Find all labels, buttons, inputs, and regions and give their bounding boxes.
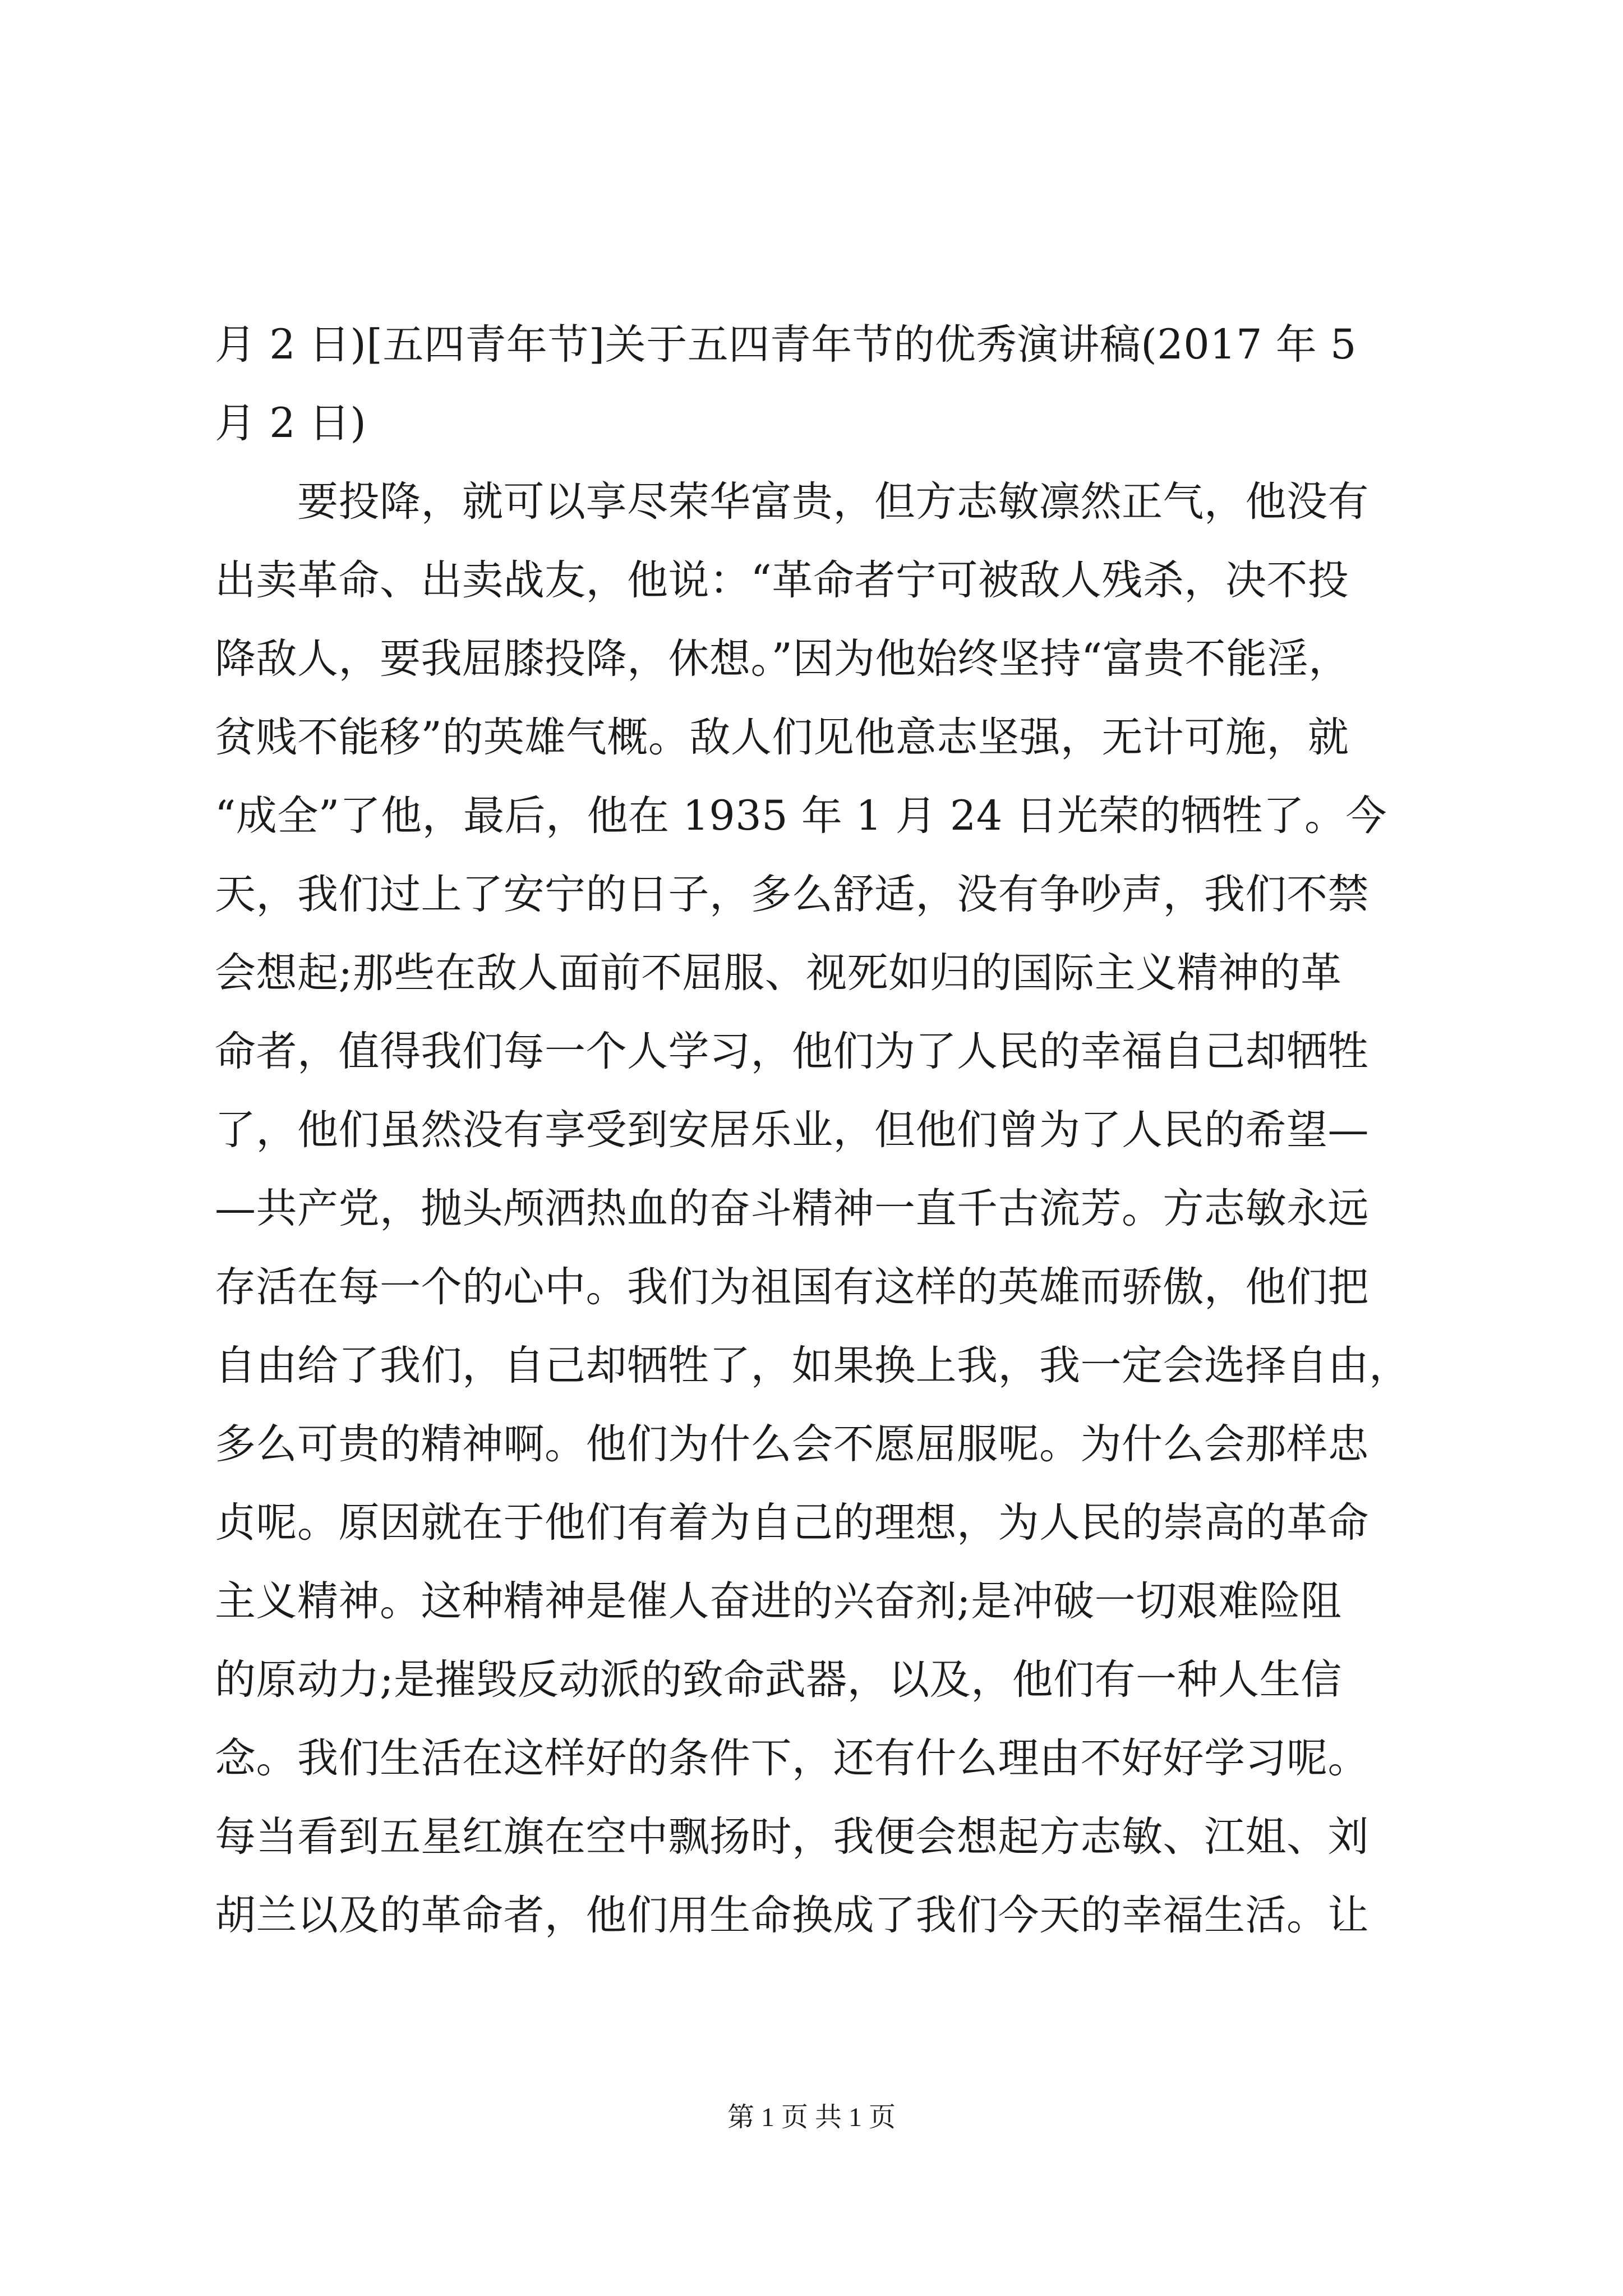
- text-line: 贫贱不能移”的英雄气概。敌人们见他意志坚强，无计可施，就: [215, 714, 1349, 761]
- text-line: 念。我们生活在这样好的条件下，还有什么理由不好好学习呢。: [215, 1734, 1369, 1782]
- text-line: —共产党，抛头颅洒热血的奋斗精神一直千古流芳。方志敏永远: [215, 1185, 1369, 1232]
- page-footer: 第 1 页 共 1 页: [727, 2102, 896, 2132]
- text-line: 胡兰以及的革命者，他们用生命换成了我们今天的幸福生活。让: [215, 1892, 1369, 1939]
- text-line: 降敌人，要我屈膝投降，休想。”因为他始终坚持“富贵不能淫，: [215, 635, 1350, 683]
- text-line: 了，他们虽然没有享受到安居乐业，但他们曾为了人民的希望—: [215, 1106, 1369, 1154]
- text-line: 的原动力;是摧毁反动派的致命武器，以及，他们有一种人生信: [215, 1656, 1342, 1704]
- text-line: 存活在每一个的心中。我们为祖国有这样的英雄而骄傲，他们把: [215, 1263, 1369, 1311]
- text-line: 多么可贵的精神啊。他们为什么会不愿屈服呢。为什么会那样忠: [215, 1420, 1369, 1468]
- text-line: 每当看到五星红旗在空中飘扬时，我便会想起方志敏、江姐、刘: [215, 1813, 1369, 1861]
- text-line: 出卖革命、出卖战友，他说：“革命者宁可被敌人残杀，决不投: [215, 556, 1349, 604]
- text-line: 月 2 日): [215, 399, 367, 447]
- text-line: 主义精神。这种精神是催人奋进的兴奋剂;是冲破一切艰难险阻: [215, 1577, 1342, 1625]
- text-line: 会想起;那些在敌人面前不屈服、视死如归的国际主义精神的革: [215, 949, 1342, 997]
- text-line: 自由给了我们，自己却牺牲了，如果换上我，我一定会选择自由，: [215, 1342, 1410, 1389]
- text-line: 贞呢。原因就在于他们有着为自己的理想，为人民的崇高的革命: [215, 1499, 1369, 1547]
- text-line: 命者，值得我们每一个人学习，他们为了人民的幸福自己却牺牲: [215, 1028, 1369, 1075]
- text-line: “成全”了他，最后，他在 1935 年 1 月 24 日光荣的牺牲了。今: [215, 792, 1387, 840]
- text-line: 要投降，就可以享尽荣华富贵，但方志敏凛然正气，他没有: [215, 478, 1369, 526]
- text-line: 月 2 日)[五四青年节]关于五四青年节的优秀演讲稿(2017 年 5: [215, 321, 1357, 369]
- text-line: 天，我们过上了安宁的日子，多么舒适，没有争吵声，我们不禁: [215, 871, 1369, 918]
- body-text: [215, 306, 1415, 1955]
